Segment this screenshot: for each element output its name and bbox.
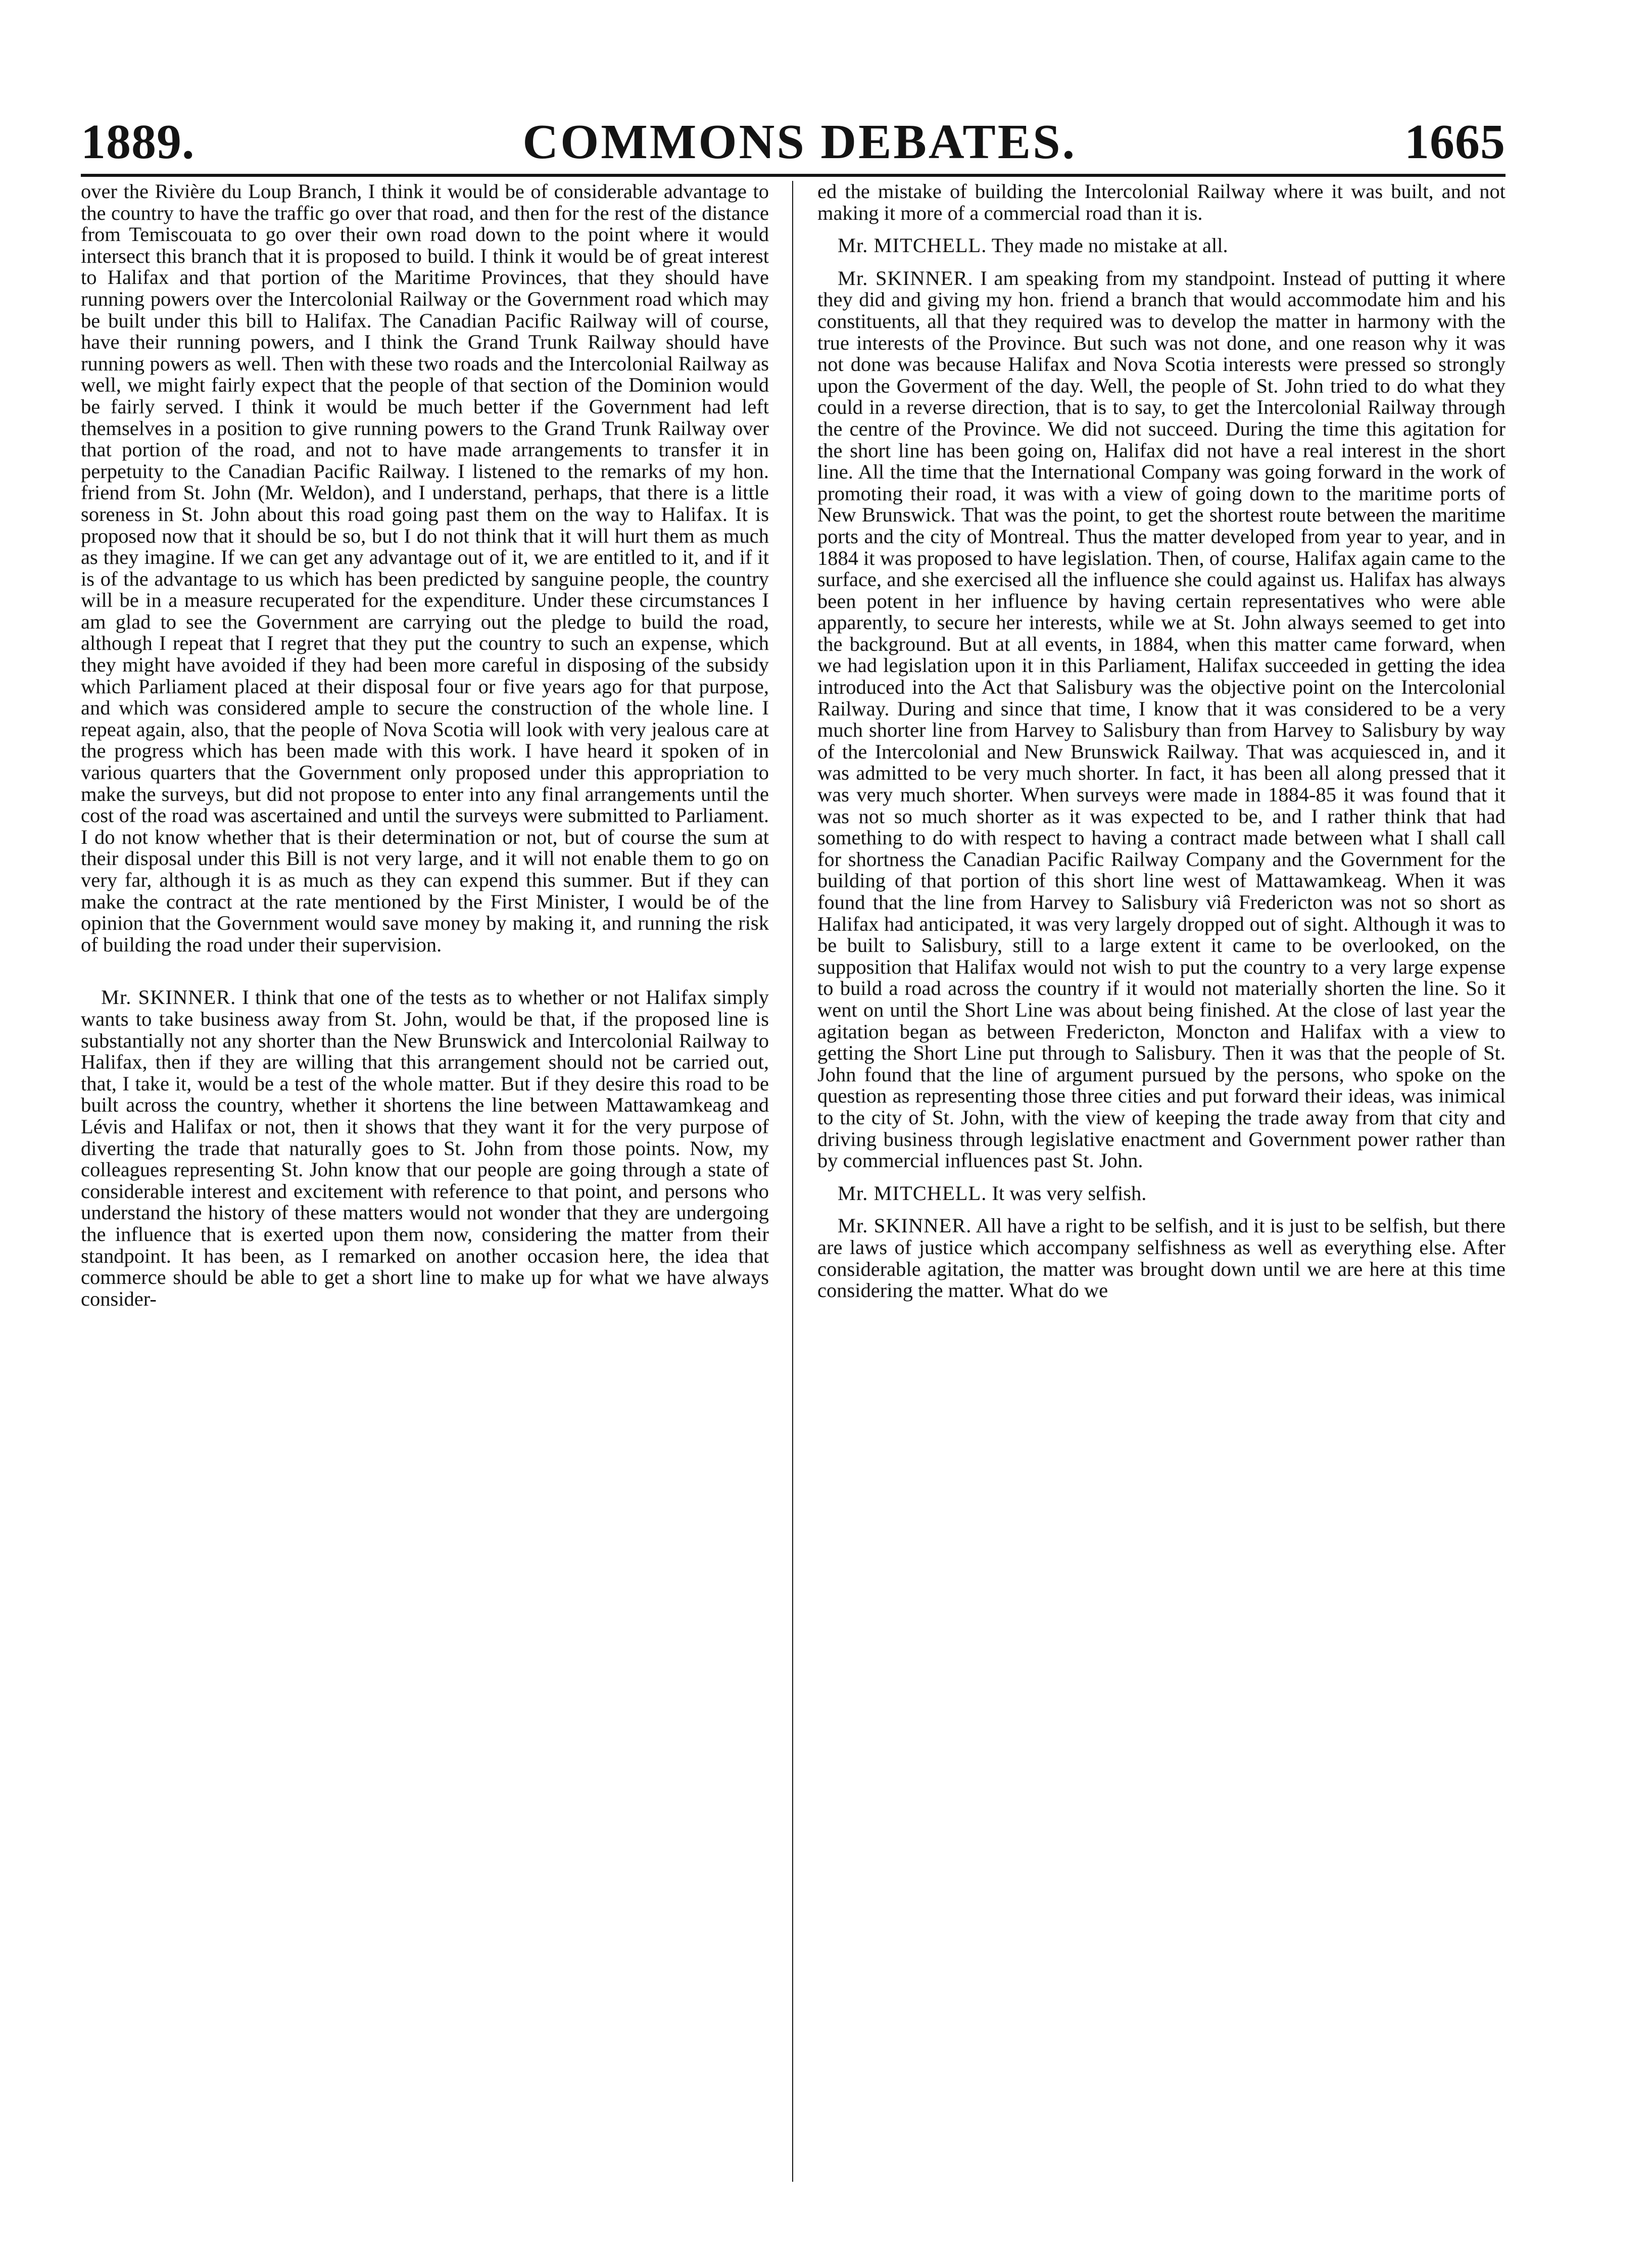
- speech-paragraph: [817, 268, 1505, 1172]
- left-column: [81, 181, 769, 1310]
- page-number: 1665: [1404, 115, 1505, 169]
- speech-text: I am speaking from my standpoint. Instead of putting it where they did and giving my hon. friend a branch that would accommodate him and his constituents, all that they required was to develop the matter in harmony with the true interests of the Province. But such was not done, and one reason why it was not done was because Halifax and Nova Scotia interests were pressed so strongly upon the Goverment of the day. Well, the people of St. John tried to do what they could in a reverse direction, that is to say, to get the Intercolonial Railway through the centre of the Province. We did not succeed. During the time this agitation for the short line has been going on, Halifax did not have a real interest in the short line. All the time that the International Company was going forward in the work of promoting their road, it was with a view of going down to the maritime ports of New Brunswick. That was the point, to get the shortest route between the maritime ports and the city of Montreal. Thus the matter developed from year to year, and in 1884 it was proposed to have legislation. Then, of course, Halifax again came to the surface, and she exercised all the influence she could against us. Halifax has always been potent in her influence by having certain representatives who were able apparently, to secure her interests, while we at St. John always seemed to get into the background. But at all events, in 1884, when this matter came forward, when we had legislation upon it in this Parliament, Halifax succeeded in getting the idea introduced into the Act that Salisbury was the objective point on the Intercolonial Railway. During and since that time, I know that it was considered to be a very much shorter line from Harvey to Salisbury than from Harvey to Salisbury by way of the Intercolonial and New Brunswick Railway. That was acquiesced in, and it was admitted to be very much shorter. In fact, it has been all along pressed that it was very much shorter. When surveys were made in 1884-85 it was found that it was not so much shorter as it was expected to be, and I rather think that had something to do with respect to having a contract made between what I shall call for shortness the Canadian Pacific Railway Company and the Government for the building of that portion of this short line west of Mattawamkeag. When it was found that the line from Harvey to Salisbury viâ Fredericton was not so short as Halifax had anticipated, it was very largely dropped out of sight. Although it was to be built to Salisbury, still to a large extent it came to be overlooked, on the supposition that Halifax would not wish to put the country to a very large expense to build a road across the country if it would not materially shorten the line. So it went on until the Short Line was about being finished. At the close of last year the agitation began as between Fredericton, Moncton and Halifax with a view to getting the Short Line put through to Salisbury. Then it was that the people of St. John found that the line of argument pursued by the persons, who spoke on the question as representing those three cities and put forward their ideas, was inimical to the city of St. John, with the view of keeping the trade away from that city and driving business through legislative enactment and Government power rather than by commercial influences past St. John.: [817, 266, 1505, 1172]
- speech-paragraph: [817, 1183, 1505, 1205]
- speaker-name: Mr. SKINNER.: [838, 266, 974, 290]
- speaker-name: Mr. MITCHELL.: [838, 1181, 987, 1205]
- speech-paragraph: [817, 235, 1505, 257]
- year: 1889.: [81, 115, 195, 169]
- page: [81, 91, 1505, 2193]
- speech-text: They made no mistake at all.: [991, 234, 1228, 257]
- speech-paragraph: [81, 987, 769, 1310]
- speech-text: All have a right to be selfish, and it is just to be selfish, but there are laws of justice which accompany selfishness as well as everything else. After considerable agitation, the matter was brought down until we are here at this time considering the matter. What do we: [817, 1214, 1506, 1302]
- column-divider: [792, 181, 793, 2182]
- paragraph: ed the mistake of building the Intercolonial Railway where it was built, and not making it more of a commercial road than it is.: [817, 180, 1505, 224]
- text-columns: [81, 181, 1505, 1310]
- speaker-name: Mr. SKINNER.: [838, 1214, 972, 1237]
- header-rule: [81, 174, 1505, 177]
- speech-paragraph: [817, 1215, 1505, 1301]
- paragraph: over the Rivière du Loup Branch, I think it would be of considerable advantage to the country to have the traffic go over that road, and then for the rest of the distance from Temiscouata to go over their own road down to the point where it would intersect this branch that it is proposed to build. I think it would be of great interest to Halifax and that portion of the Maritime Provinces, that they should have running powers over the Intercolonial Railway or the Government road which may be built under this bill to Halifax. The Canadian Pacific Railway will of course, have their running powers, and I think the Grand Trunk Railway should have running powers as well. Then with these two roads and the Intercolonial Railway as well, we might fairly expect that the people of that section of the Dominion would be fairly served. I think it would be much better if the Government had left themselves in a position to give running powers to the Grand Trunk Railway over that portion of the road, and not to have made arrangements to transfer it in perpetuity to the Canadian Pacific Railway. I listened to the remarks of my hon. friend from St. John (Mr. Weldon), and I understand, perhaps, that there is a little soreness in St. John about this road going past them on the way to Halifax. It is proposed now that it should be so, but I do not think that it will hurt them as much as they imagine. If we can get any advantage out of it, we are entitled to it, and if it is of the advantage to us which has been predicted by sanguine people, the country will be in a measure recuperated for the expenditure. Under these circumstances I am glad to see the Government are carrying out the pledge to build the road, although I repeat that I regret that they put the country to such an expense, which they might have avoided if they had been more careful in disposing of the subsidy which Parliament placed at their disposal four or five years ago for that purpose, and which was considered ample to secure the construction of the whole line. I repeat again, also, that the people of Nova Scotia will look with very jealous care at the progress which has been made with this work. I have heard it spoken of in various quarters that the Government only proposed under this appropriation to make the surveys, but did not propose to enter into any final arrangements until the cost of the road was ascertained and until the surveys were submitted to Parliament. I do not know whether that is their determination or not, but of course the sum at their disposal under this Bill is not very large, and it will not enable them to go on very far, although it is as much as they can expend this summer. But if they can make the contract at the rate mentioned by the First Minister, I would be of the opinion that the Government would save money by making it, and running the risk of building the road under their supervision.: [81, 180, 769, 956]
- page-header: [81, 91, 1505, 167]
- speech-text: It was very selfish.: [992, 1181, 1147, 1205]
- speech-text: I think that one of the tests as to whether or not Halifax simply wants to take business away from St. John, would be that, if the proposed line is substantially not any shorter than the New Brunswick and Intercolonial Railway to Halifax, then if they are willing that this arrangement should not be carried out, that, I take it, would be a test of the whole matter. But if they desire this road to be built across the country, whether it shortens the line between Mattawamkeag and Lévis and Halifax or not, then it shows that they want it for the very purpose of diverting the trade that naturally goes to St. John from those points. Now, my colleagues representing St. John know that our people are going through a state of considerable interest and excitement with reference to that point, and persons who understand the history of these matters would not wonder that they are undergoing the influence that is exerted upon them now, considering the matter from their standpoint. It has been, as I remarked on another occasion here, the idea that commerce should be able to get a short line to make up for what we have always consider-: [81, 986, 769, 1310]
- speaker-name: Mr. SKINNER.: [101, 986, 236, 1009]
- publication-title: COMMONS DEBATES.: [522, 115, 1077, 169]
- speaker-name: Mr. MITCHELL.: [838, 234, 987, 257]
- right-column: [817, 181, 1505, 1310]
